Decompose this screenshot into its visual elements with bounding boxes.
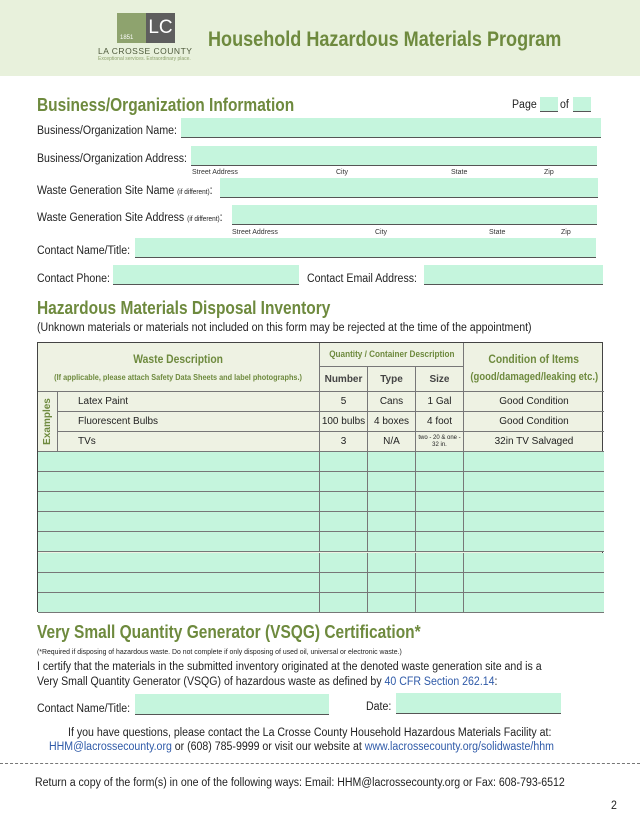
- site-addr-street-label: Street Address: [232, 229, 278, 236]
- waste-description-header: [38, 343, 320, 392]
- logo-name: LA CROSSE COUNTY: [98, 46, 193, 56]
- entry-condition-field[interactable]: [464, 593, 604, 613]
- condition-note: (good/damaged/leaking etc.): [470, 370, 598, 383]
- vsqg-note: (*Required if disposing of hazardous waste. Do not complete if only disposing of used oil, universal or electronic waste.): [37, 647, 402, 656]
- entry-size-field[interactable]: [416, 512, 464, 532]
- condition-title: Condition of Items: [488, 351, 580, 366]
- page-title: Household Hazardous Materials Program: [208, 28, 562, 51]
- entry-size-field[interactable]: [416, 553, 464, 573]
- vsqg-contact-label: Contact Name/Title:: [37, 703, 131, 715]
- example-size: 4 foot: [416, 412, 464, 432]
- contact-name-label: Contact Name/Title:: [37, 245, 131, 257]
- contact-email-field[interactable]: [424, 265, 603, 285]
- entry-description-field[interactable]: [38, 553, 320, 573]
- example-number: 100 bulbs: [320, 412, 368, 432]
- addr-street-label: Street Address: [192, 169, 238, 176]
- site-address-field[interactable]: [232, 205, 597, 225]
- entry-size-field[interactable]: [416, 593, 464, 613]
- example-condition: Good Condition: [464, 392, 604, 412]
- logo-initials: LC: [146, 13, 175, 43]
- business-section-title: Business/Organization Information: [37, 95, 295, 115]
- cut-line: [0, 763, 640, 764]
- contact-name-field[interactable]: [135, 238, 596, 258]
- contact-email-label: Contact Email Address:: [307, 273, 417, 285]
- entry-size-field[interactable]: [416, 472, 464, 492]
- entry-type-field[interactable]: [368, 553, 416, 573]
- site-address-label: Waste Generation Site Address (if different):: [37, 212, 223, 224]
- entry-description-field[interactable]: [38, 452, 320, 472]
- entry-condition-field[interactable]: [464, 512, 604, 532]
- entry-number-field[interactable]: [320, 573, 368, 593]
- page-number: 2: [611, 800, 617, 812]
- entry-type-field[interactable]: [368, 472, 416, 492]
- example-type: 4 boxes: [368, 412, 416, 432]
- contact-info-line: HHM@lacrossecounty.org or (608) 785-9999 or visit our website at www.lacrossecounty.org/solidwaste/hhm: [49, 741, 554, 753]
- page-number-field[interactable]: [540, 97, 558, 112]
- entry-condition-field[interactable]: [464, 532, 604, 552]
- entry-size-field[interactable]: [416, 532, 464, 552]
- waste-description-title: Waste Description: [133, 352, 224, 366]
- page-label: Page: [512, 99, 537, 111]
- example-type: Cans: [368, 392, 416, 412]
- entry-number-field[interactable]: [320, 512, 368, 532]
- entry-condition-field[interactable]: [464, 452, 604, 472]
- contact-phone-label: Contact Phone:: [37, 273, 110, 285]
- example-desc: Latex Paint: [58, 392, 320, 412]
- number-header: Number: [320, 367, 368, 392]
- entry-number-field[interactable]: [320, 492, 368, 512]
- example-desc: Fluorescent Bulbs: [58, 412, 320, 432]
- entry-type-field[interactable]: [368, 492, 416, 512]
- entry-description-field[interactable]: [38, 573, 320, 593]
- questions-text: If you have questions, please contact the La Crosse County Household Hazardous Materials Facility at:: [68, 727, 552, 739]
- addr-city-label: City: [336, 169, 349, 176]
- entry-condition-field[interactable]: [464, 553, 604, 573]
- business-name-field[interactable]: [181, 118, 601, 138]
- vsqg-date-field[interactable]: [396, 693, 561, 714]
- website-link[interactable]: www.lacrossecounty.org/solidwaste/hhm: [364, 741, 554, 753]
- entry-type-field[interactable]: [368, 532, 416, 552]
- entry-number-field[interactable]: [320, 452, 368, 472]
- entry-condition-field[interactable]: [464, 472, 604, 492]
- example-number: 5: [320, 392, 368, 412]
- business-address-label: Business/Organization Address:: [37, 153, 187, 165]
- examples-label: Examples: [38, 392, 58, 452]
- return-instructions: Return a copy of the form(s) in one of the following ways: Email: HHM@lacrossecounty.org or Fax: 608-793-6512: [35, 777, 565, 789]
- vsqg-cert-line2: Very Small Quantity Generator (VSQG) of hazardous waste as defined by 40 CFR Section 262.14:: [37, 676, 498, 688]
- entry-number-field[interactable]: [320, 593, 368, 613]
- page-total-field[interactable]: [573, 97, 591, 112]
- entry-number-field[interactable]: [320, 472, 368, 492]
- entry-description-field[interactable]: [38, 593, 320, 613]
- entry-condition-field[interactable]: [464, 492, 604, 512]
- addr-state-label: State: [451, 169, 468, 176]
- type-header: Type: [368, 367, 416, 392]
- inventory-subtitle: (Unknown materials or materials not included on this form may be rejected at the time of the appointment): [37, 322, 532, 334]
- site-addr-city-label: City: [375, 229, 388, 236]
- example-number: 3: [320, 432, 368, 452]
- example-desc: TVs: [58, 432, 320, 452]
- vsqg-date-label: Date:: [366, 701, 392, 713]
- entry-number-field[interactable]: [320, 532, 368, 552]
- entry-number-field[interactable]: [320, 553, 368, 573]
- example-size: two - 20 & one - 32 in.: [416, 432, 464, 452]
- logo-tagline: Exceptional services. Extraordinary place.: [98, 56, 191, 62]
- entry-description-field[interactable]: [38, 532, 320, 552]
- entry-type-field[interactable]: [368, 593, 416, 613]
- header: [0, 0, 640, 76]
- entry-description-field[interactable]: [38, 512, 320, 532]
- entry-description-field[interactable]: [38, 472, 320, 492]
- inventory-table: [37, 342, 603, 612]
- vsqg-section-title: Very Small Quantity Generator (VSQG) Certification*: [37, 622, 421, 642]
- size-header: Size: [416, 367, 464, 392]
- example-condition: 32in TV Salvaged: [464, 432, 604, 452]
- quantity-group-header: Quantity / Container Description: [320, 343, 464, 367]
- entry-type-field[interactable]: [368, 512, 416, 532]
- site-name-label: Waste Generation Site Name (if different):: [37, 185, 213, 197]
- vsqg-cert-line1: I certify that the materials in the submitted inventory originated at the denoted waste generation site and is a: [37, 661, 542, 673]
- entry-condition-field[interactable]: [464, 573, 604, 593]
- vsqg-contact-field[interactable]: [135, 694, 329, 715]
- addr-zip-label: Zip: [544, 169, 554, 176]
- cfr-link[interactable]: 40 CFR Section 262.14: [384, 676, 495, 688]
- entry-type-field[interactable]: [368, 452, 416, 472]
- example-condition: Good Condition: [464, 412, 604, 432]
- entry-size-field[interactable]: [416, 452, 464, 472]
- business-name-label: Business/Organization Name:: [37, 125, 177, 137]
- of-label: of: [560, 99, 569, 111]
- site-name-field[interactable]: [220, 178, 598, 198]
- contact-phone-field[interactable]: [113, 265, 299, 285]
- entry-size-field[interactable]: [416, 492, 464, 512]
- example-size: 1 Gal: [416, 392, 464, 412]
- site-addr-state-label: State: [489, 229, 506, 236]
- entry-size-field[interactable]: [416, 573, 464, 593]
- condition-header: [464, 343, 604, 392]
- county-logo: [117, 13, 175, 43]
- entry-type-field[interactable]: [368, 573, 416, 593]
- logo-left-block: [117, 13, 146, 43]
- logo-year: 1851: [120, 35, 134, 41]
- entry-description-field[interactable]: [38, 492, 320, 512]
- example-type: N/A: [368, 432, 416, 452]
- hhm-email-link[interactable]: HHM@lacrossecounty.org: [49, 741, 172, 753]
- site-addr-zip-label: Zip: [561, 229, 571, 236]
- waste-description-note: (If applicable, please attach Safety Data Sheets and label photographs.): [54, 372, 303, 382]
- business-address-field[interactable]: [191, 146, 597, 166]
- inventory-section-title: Hazardous Materials Disposal Inventory: [37, 298, 331, 318]
